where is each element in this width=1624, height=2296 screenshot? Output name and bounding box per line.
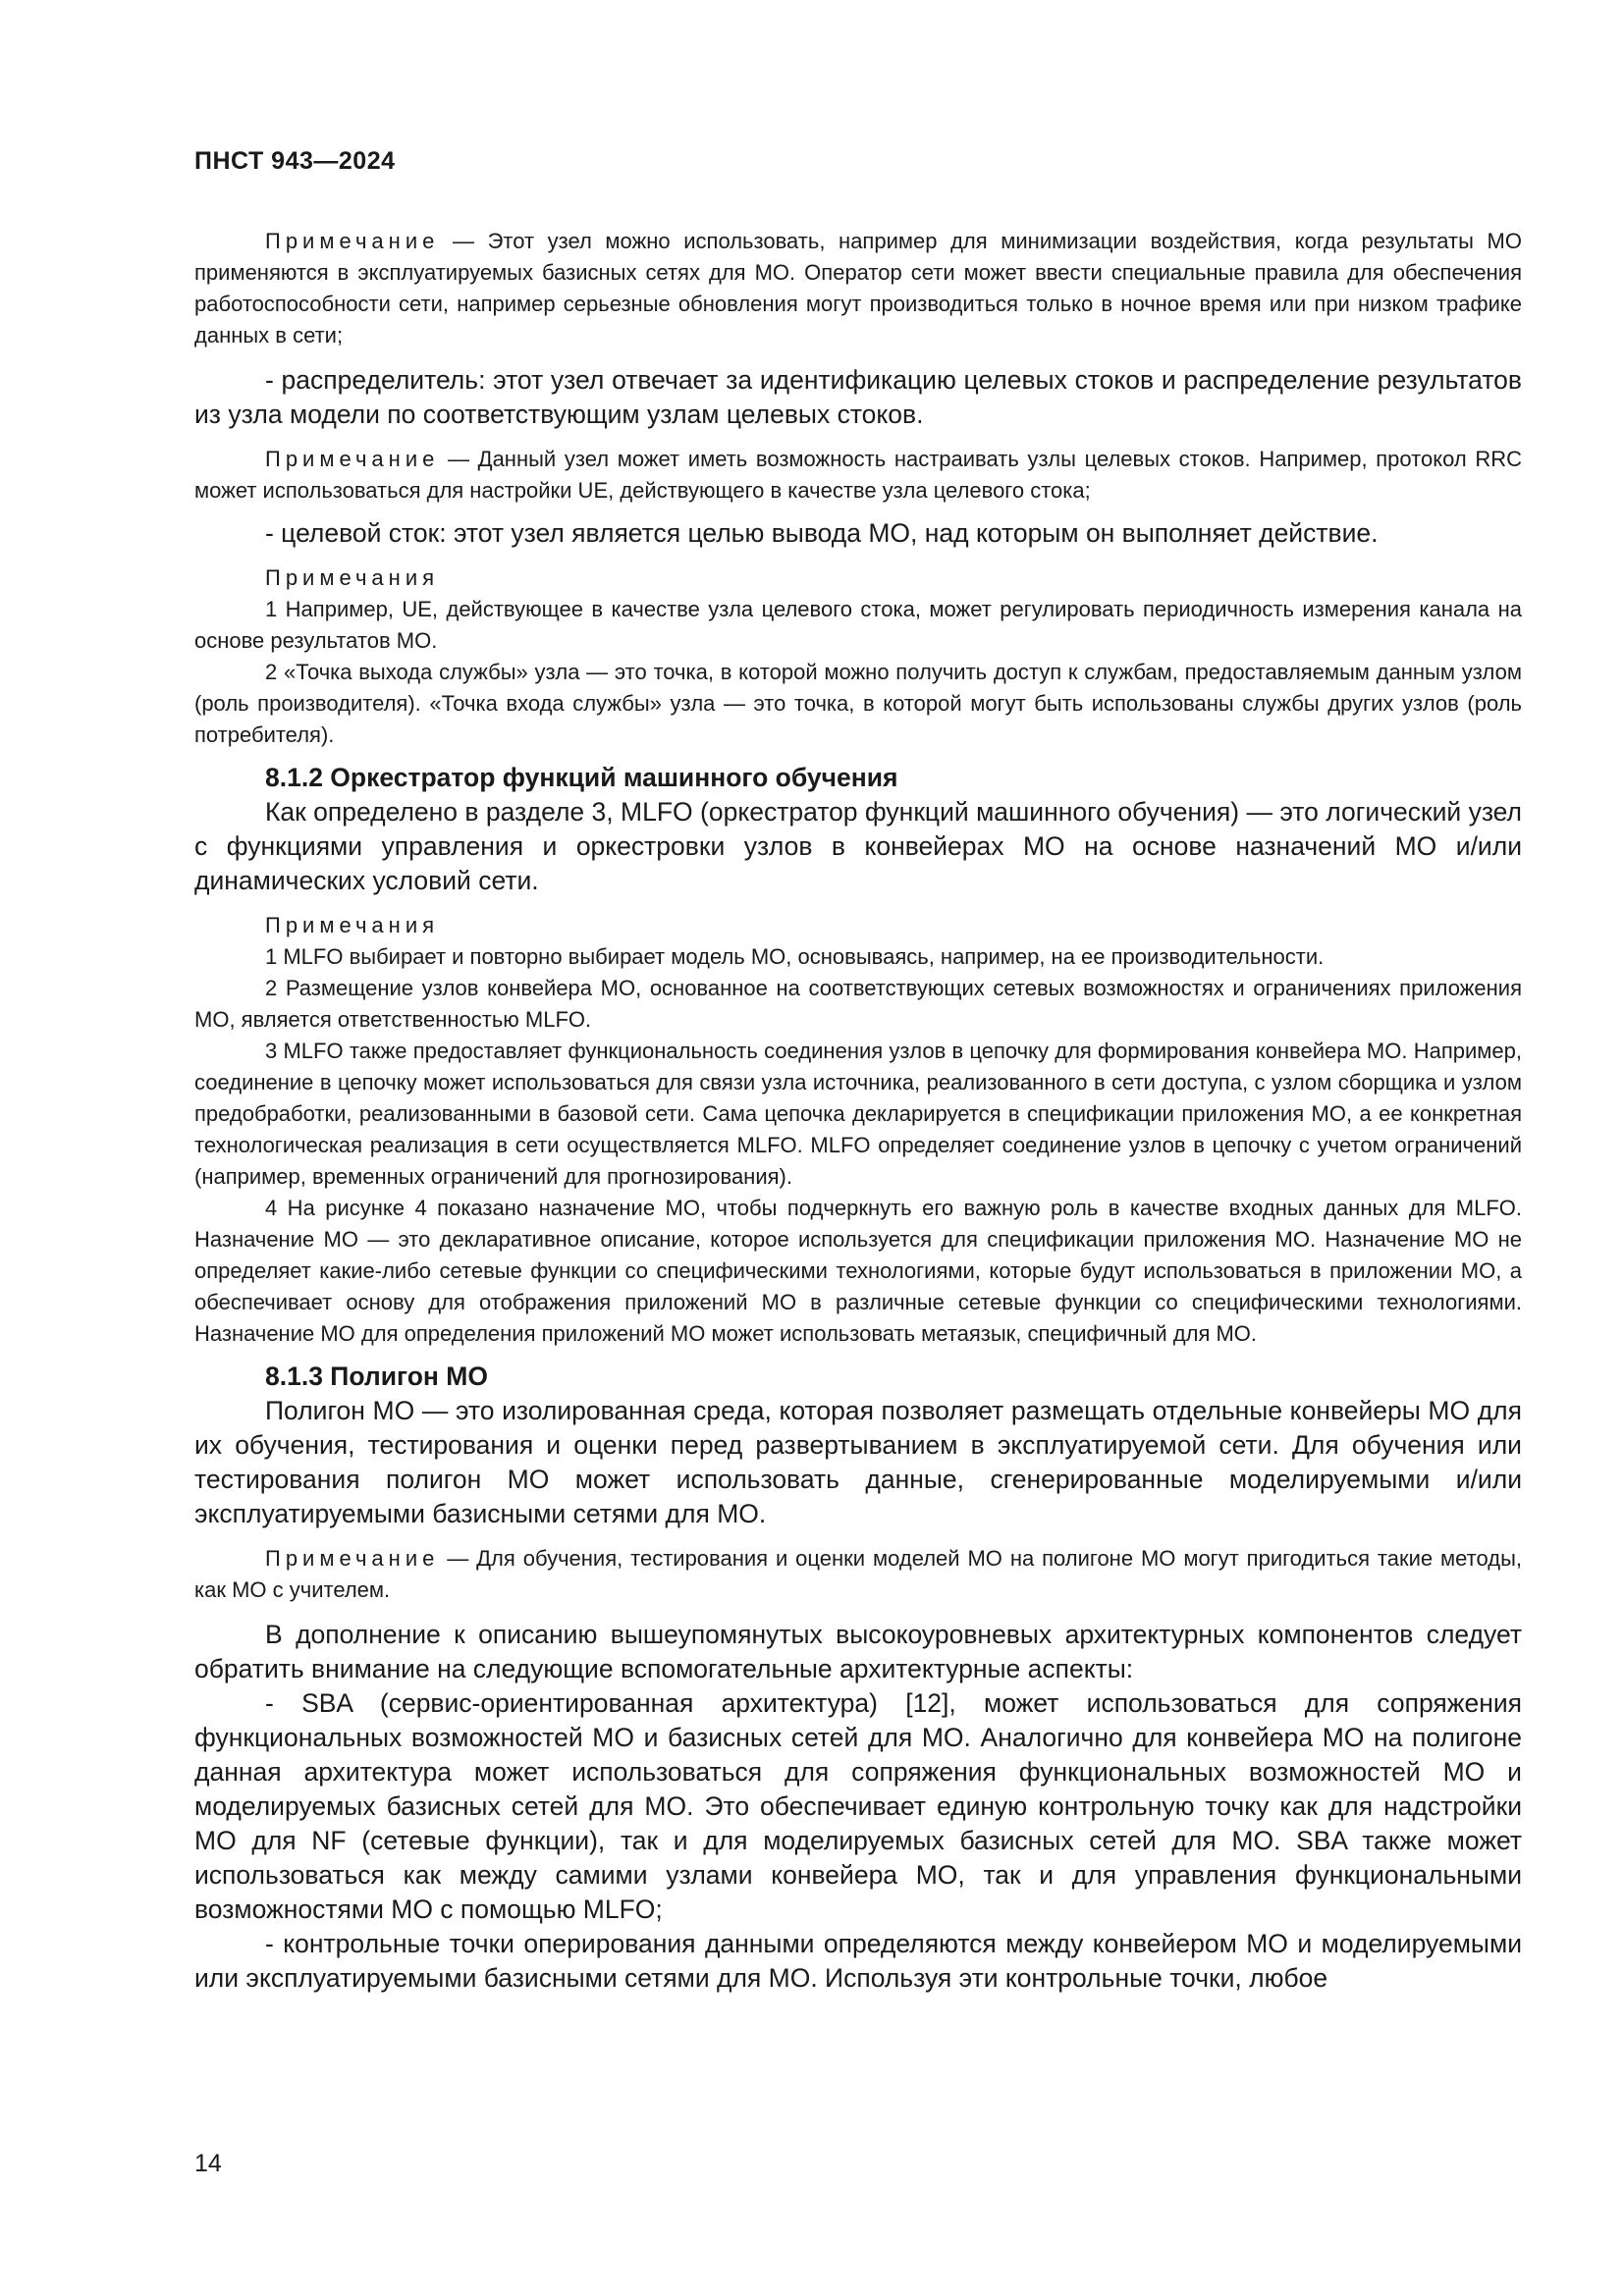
- section-heading-8-1-3: 8.1.3 Полигон МО: [265, 1362, 488, 1391]
- document-code: ПНСТ 943—2024: [194, 147, 396, 175]
- notes-label: Примечания: [265, 913, 440, 937]
- page-number: 14: [194, 2150, 222, 2177]
- note-label: Примечание: [265, 229, 440, 253]
- note-item: 3 MLFO также предоставляет функциональность соединения узлов в цепочку для формирования конвейера МО. Например, соединение в цепочку может использоваться для связи узла источника, реализованного в сети доступа, с узлом сборщика и узлом предобработки, реализованными в базовой сети. Сама цепочка декларируется в спецификации приложения МО, а ее конкретная технологическая реализация в сети осуществляется MLFO. MLFO определяет соединение узлов в цепочку с учетом ограничений (например, временных ограничений для прогнозирования).: [194, 1039, 1522, 1189]
- notes-label: Примечания: [265, 565, 440, 590]
- section-paragraph: Как определено в разделе 3, MLFO (оркестратор функций машинного обучения) — это логический узел с функциями управления и оркестровки узлов в конвейерах МО на основе назначений МО и/или динамических условий сети.: [194, 797, 1522, 895]
- page-content: [194, 226, 1522, 1996]
- note-item: 1 MLFO выбирает и повторно выбирает модель МО, основываясь, например, на ее производительности.: [265, 944, 1325, 969]
- note-text: — Этот узел можно использовать, например для минимизации воздействия, когда результаты МО применяются в эксплуатируемых базисных сетях для МО. Оператор сети может ввести специальные правила для обеспечения работоспособности сети, например серьезные обновления могут производиться только в ночное время или при низком трафике данных в сети;: [194, 229, 1522, 347]
- note-item: 2 Размещение узлов конвейера МО, основанное на соответствующих сетевых возможностях и ограничениях приложения МО, является ответственностью MLFO.: [194, 976, 1522, 1032]
- note-text: — Данный узел может иметь возможность настраивать узлы целевых стоков. Например, протокол RRC может использоваться для настройки UE, действующего в качестве узла целевого стока;: [194, 447, 1522, 503]
- bullet-control-points: - контрольные точки оперирования данными определяются между конвейером МО и моделируемыми или эксплуатируемыми базисными сетями для МО. Используя эти контрольные точки, любое: [194, 1929, 1522, 1993]
- note-paragraph: [194, 226, 1522, 351]
- bullet-distributor: - распределитель: этот узел отвечает за идентификацию целевых стоков и распределение результатов из узла модели по соответствующим узлам целевых стоков.: [194, 365, 1522, 429]
- bullet-target-sink: - целевой сток: этот узел является целью вывода МО, над которым он выполняет действие.: [265, 518, 1379, 548]
- note-paragraph: [194, 1543, 1522, 1606]
- note-paragraph: [194, 444, 1522, 507]
- note-item: 1 Например, UE, действующее в качестве узла целевого стока, может регулировать периодичность измерения канала на основе результатов МО.: [194, 597, 1522, 653]
- bullet-sba: - SBA (сервис-ориентированная архитектура) [12], может использоваться для сопряжения функциональных возможностей МО и базисных сетей для МО. Аналогично для конвейера МО на полигоне данная архитектура может использоваться для сопряжения функциональных возможностей МО и моделируемых базисных сетей для МО. Это обеспечивает единую контрольную точку как для надстройки МО для NF (сетевые функции), так и для моделируемых базисных сетей для МО. SBA также может использоваться как между самими узлами конвейера МО, так и для управления функциональными возможностями МО с помощью MLFO;: [194, 1688, 1522, 1924]
- note-label: Примечание: [265, 1546, 440, 1571]
- note-item: 4 На рисунке 4 показано назначение МО, чтобы подчеркнуть его важную роль в качестве входных данных для MLFO. Назначение МО — это декларативное описание, которое используется для спецификации приложения МО. Назначение МО не определяет какие-либо сетевые функции со специфическими технологиями, которые будут использоваться в приложении МО, а обеспечивает основу для отображения приложений МО в различные сетевые функции со специфическими технологиями. Назначение МО для определения приложений МО может использовать метаязык, специфичный для МО.: [194, 1196, 1522, 1346]
- note-item: 2 «Точка выхода службы» узла — это точка, в которой можно получить доступ к службам, предоставляемым данным узлом (роль производителя). «Точка входа службы» узла — это точка, в которой могут быть использованы службы других узлов (роль потребителя).: [194, 660, 1522, 747]
- section-paragraph: Полигон МО — это изолированная среда, которая позволяет размещать отдельные конвейеры МО для их обучения, тестирования и оценки перед развертыванием в эксплуатируемой сети. Для обучения или тестирования полигон МО может использовать данные, сгенерированные моделируемыми и/или эксплуатируемыми базисными сетями для МО.: [194, 1396, 1522, 1528]
- section-heading-8-1-2: 8.1.2 Оркестратор функций машинного обучения: [265, 763, 898, 792]
- note-label: Примечание: [265, 447, 440, 471]
- body-paragraph: В дополнение к описанию вышеупомянутых высокоуровневых архитектурных компонентов следует обратить внимание на следующие вспомогательные архитектурные аспекты:: [194, 1620, 1522, 1683]
- note-text: — Для обучения, тестирования и оценки моделей МО на полигоне МО могут пригодиться такие методы, как МО с учителем.: [194, 1546, 1522, 1602]
